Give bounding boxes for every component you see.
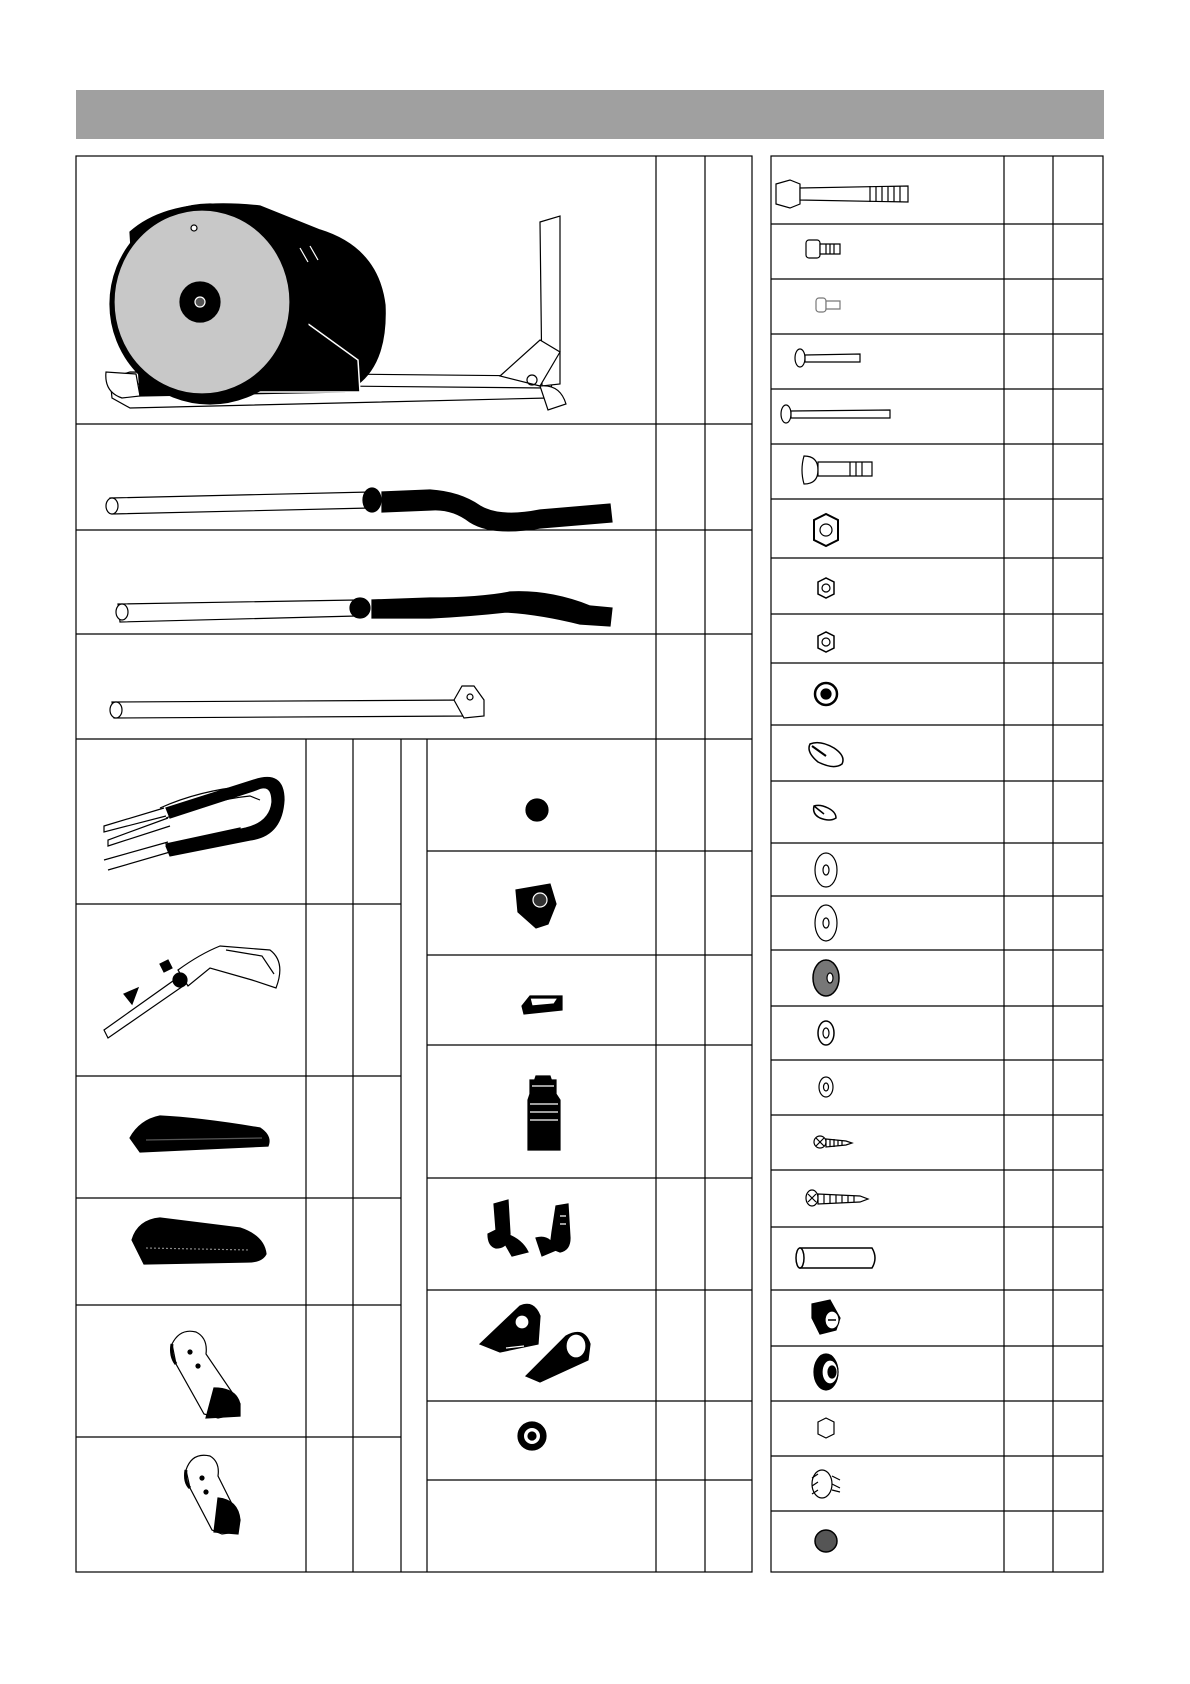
hex-bolt-short-icon bbox=[806, 240, 840, 258]
sleeve-pair-icon bbox=[488, 1200, 570, 1256]
pedal-icon bbox=[130, 1116, 269, 1152]
pedal-icon bbox=[132, 1218, 266, 1264]
pedal-arm-with-handle-icon bbox=[116, 592, 612, 626]
guard-cover-pair-icon bbox=[480, 1304, 590, 1382]
round-cap-icon bbox=[526, 799, 548, 821]
hex-nut-small-icon bbox=[818, 578, 834, 598]
cover-piece-icon bbox=[516, 884, 556, 928]
spacer-tube-icon bbox=[796, 1248, 875, 1268]
carriage-bolt-icon bbox=[795, 349, 860, 367]
flanged-bushing-icon bbox=[814, 1354, 838, 1390]
dark-washer-icon bbox=[813, 960, 839, 996]
carriage-bolt-thick-icon bbox=[802, 456, 872, 484]
small-washer-icon bbox=[819, 1077, 833, 1097]
acorn-nut-icon bbox=[815, 683, 837, 705]
flat-washer-icon bbox=[815, 853, 837, 887]
main-frame-with-flywheel-icon bbox=[106, 204, 566, 410]
pedal-bracket-icon bbox=[172, 1331, 241, 1418]
bottle-icon bbox=[528, 1076, 560, 1150]
expansion-plug-icon bbox=[812, 1470, 840, 1498]
hex-nut-small-icon bbox=[818, 632, 834, 652]
square-plug-icon bbox=[522, 996, 562, 1014]
screw-short-icon bbox=[814, 1136, 852, 1148]
console-mast-icon bbox=[104, 946, 280, 1038]
flat-washer-icon bbox=[815, 905, 837, 941]
pedal-arm-with-handle-icon bbox=[106, 488, 612, 531]
curved-washer-small-icon bbox=[814, 805, 836, 820]
pedal-bracket-icon bbox=[186, 1455, 241, 1534]
screw-long-icon bbox=[806, 1190, 868, 1206]
carriage-bolt-long-icon bbox=[781, 405, 890, 423]
knob-icon bbox=[518, 1422, 546, 1450]
u-handlebar-icon bbox=[104, 778, 284, 871]
curved-washer-icon bbox=[809, 743, 843, 767]
spring-washer-icon bbox=[818, 1021, 834, 1045]
stabilizer-bar-icon bbox=[110, 686, 484, 718]
hex-cap-icon bbox=[818, 1418, 834, 1438]
hex-bolt-small-icon bbox=[816, 298, 840, 312]
hex-nut-icon bbox=[814, 514, 838, 546]
hex-bolt-long-icon bbox=[776, 180, 908, 208]
bushing-icon bbox=[812, 1300, 840, 1334]
round-foot-cap-icon bbox=[815, 1530, 837, 1552]
